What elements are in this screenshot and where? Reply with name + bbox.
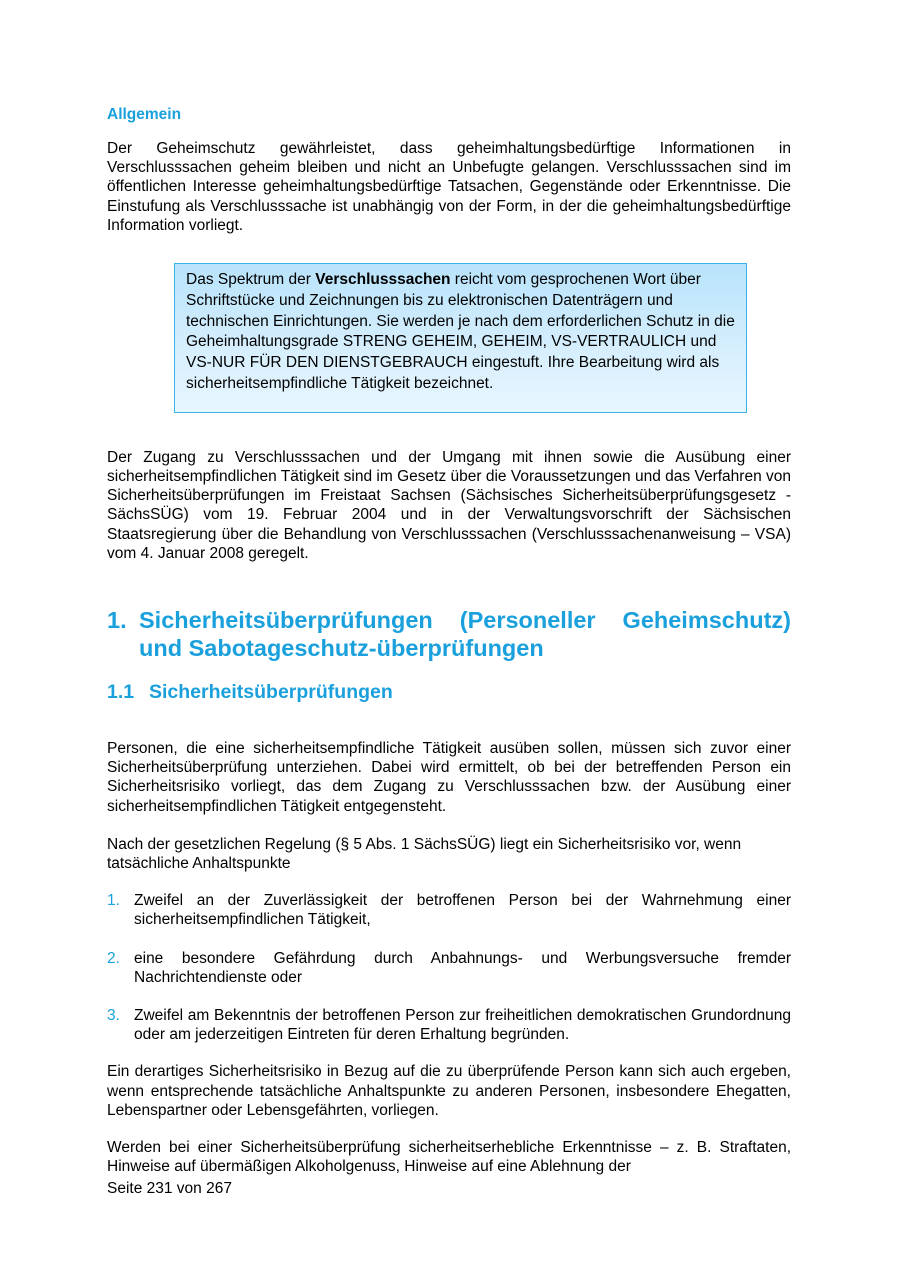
section-label: Allgemein [107, 106, 182, 123]
intro-paragraph: Der Geheimschutz gewährleistet, dass geheimhaltungsbedürftige Informationen in Verschlusssachen geheim bleiben und nicht an Unbefugte gelangen. Verschlusssachen sind im öffentlichen Interesse geheimhaltungsbedürftige Tatsachen, Gegenstände oder Erkenntnisse. Die Einstufung als Verschlusssache ist unabhängig von der Form, in der die geheimhaltungsbedürftige Information vorliegt. [107, 140, 791, 234]
callout-bold-term: Verschlusssachen [315, 271, 451, 289]
criteria-list [107, 891, 791, 1044]
access-paragraph: Der Zugang zu Verschlusssachen und der Umgang mit ihnen sowie die Ausübung einer sicherheitsempfindlichen Tätigkeit sind im Gesetz über die Voraussetzungen und das Verfahren von Sicherheitsüberprüfungen im Freistaat Sachsen (Sächsisches Sicherheitsüberprüfungsgesetz - SächsSÜG) vom 19. Februar 2004 und in der Verwaltungsvorschrift der Sächsischen Staatsregierung über die Behandlung von Verschlusssachen (Verschlusssachenanweisung – VSA) vom 4. Januar 2008 geregelt. [107, 448, 791, 562]
paragraph-2: Nach der gesetzlichen Regelung (§ 5 Abs. 1 SächsSÜG) liegt ein Sicherheitsrisiko vor, wenn tatsächliche Anhaltspunkte [107, 835, 742, 873]
list-item [107, 949, 791, 987]
paragraph-1: Personen, die eine sicherheitsempfindliche Tätigkeit ausüben sollen, müssen sich zuvor einer Sicherheitsüberprüfung unterziehen. Dabei wird ermittelt, ob bei der betreffenden Person ein Sicherheitsrisiko vorliegt, das dem Zugang zu Verschlusssachen bzw. der Ausübung einer sicherheitsempfindlichen Tätigkeit entgegensteht. [107, 740, 791, 815]
callout-text-end: reicht vom gesprochenen Wort über Schriftstücke und Zeichnungen bis zu elektronischen Datenträgern und technischen Einrichtungen. Sie werden je nach dem erforderlichen Schutz in die Geheimhaltungsgrade STRENG GEHEIM, GEHEIM, VS-VERTRAULICH und VS-NUR FÜR DEN DIENSTGEBRAUCH eingestuft. Ihre Bearbeitung wird als sicherheitsempfindliche Tätigkeit bezeichnet. [186, 271, 735, 392]
heading-1-number: 1. [107, 607, 127, 634]
heading-1-text: Sicherheitsüberprüfungen (Personeller Geheimschutz) und Sabotageschutz-überprüfungen [139, 607, 791, 661]
page-number: Seite 231 von 267 [107, 1180, 232, 1197]
list-item-text: Zweifel am Bekenntnis der betroffenen Person zur freiheitlichen demokratischen Grundordnung oder am jederzeitigen Eintreten für deren Erhaltung begründen. [134, 1007, 791, 1044]
list-item-text: Zweifel an der Zuverlässigkeit der betroffenen Person bei der Wahrnehmung einer sicherheitsempfindlichen Tätigkeit, [134, 892, 791, 929]
page-content [107, 106, 791, 1176]
paragraph-4: Werden bei einer Sicherheitsüberprüfung sicherheitserhebliche Erkenntnisse – z. B. Straftaten, Hinweise auf übermäßigen Alkoholgenuss, Hinweise auf eine Ablehnung der [107, 1139, 791, 1176]
heading-2-number: 1.1 [107, 681, 135, 704]
callout-box [174, 263, 747, 413]
list-item-text: eine besondere Gefährdung durch Anbahnungs- und Werbungsversuche fremder Nachrichtendienste oder [134, 949, 791, 986]
list-item [107, 891, 791, 929]
heading-2-text: Sicherheitsüberprüfungen [149, 681, 393, 704]
heading-1 [107, 607, 791, 662]
callout-text-start: Das Spektrum der [186, 271, 316, 289]
list-item [107, 1006, 791, 1044]
list-item-number: 2. [107, 949, 120, 967]
heading-2 [107, 680, 791, 704]
paragraph-3: Ein derartiges Sicherheitsrisiko in Bezug auf die zu überprüfende Person kann sich auch ergeben, wenn entsprechende tatsächliche Anhaltspunkte zu anderen Personen, insbesondere Ehegatten, Lebenspartner oder Lebensgefährten, vorliegen. [107, 1063, 791, 1119]
list-item-number: 1. [107, 892, 120, 910]
list-item-number: 3. [107, 1007, 120, 1025]
